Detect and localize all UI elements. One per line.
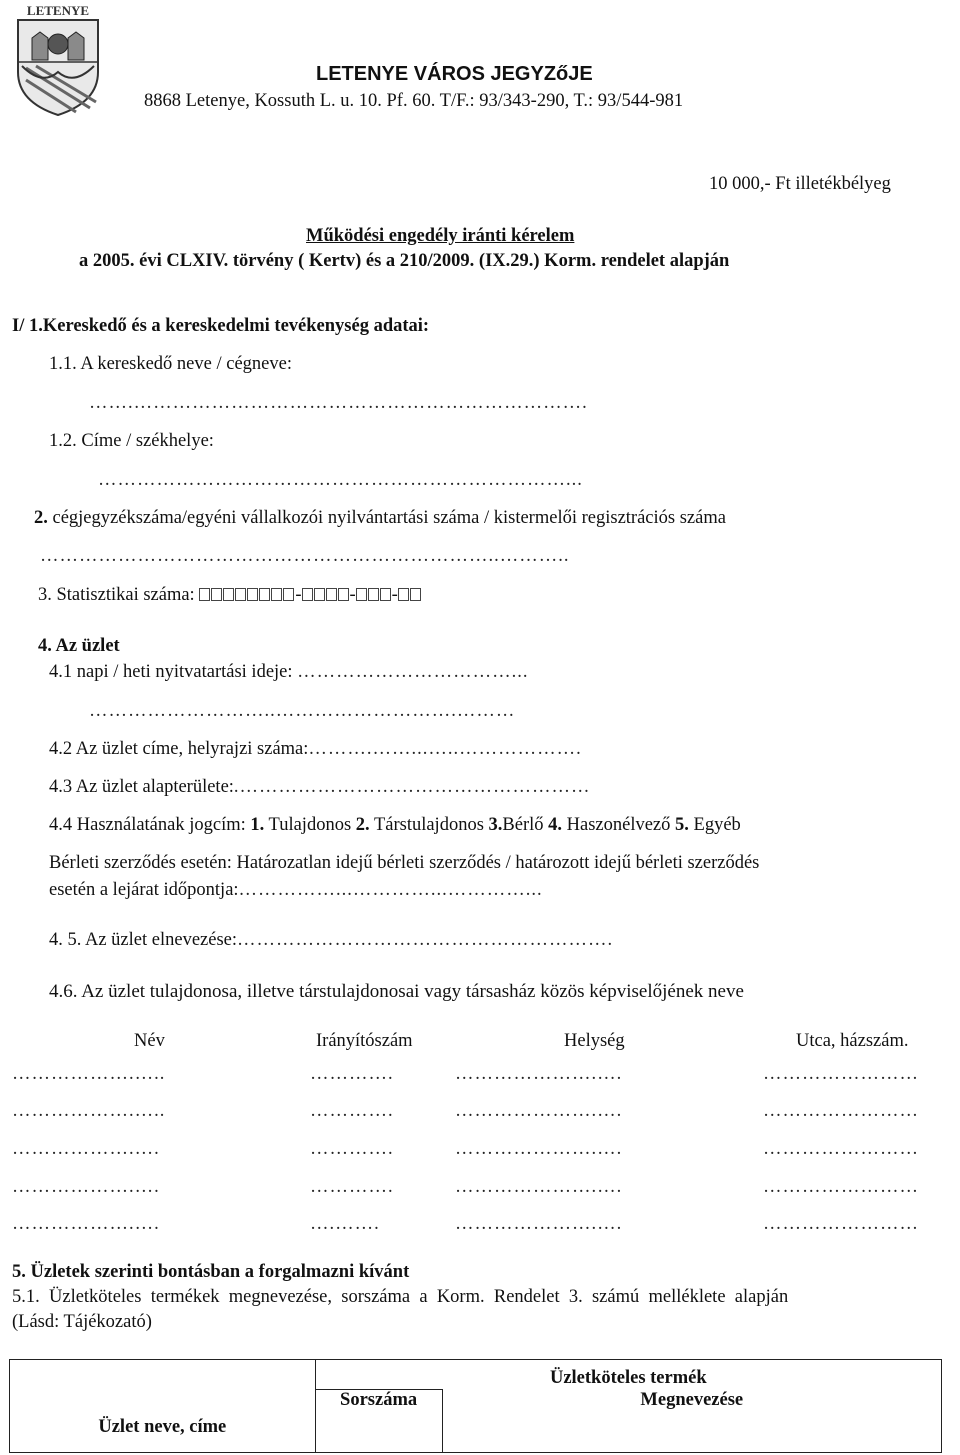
owner-row-3-zip[interactable]: ………….: [310, 1139, 394, 1159]
field-name-label: 1.1. A kereskedő neve / cégneve:: [49, 354, 292, 374]
field-registry-label: 2. cégjegyzékszáma/egyéni vállalkozói nyilvántartási száma / kistermelői regisztrációs száma: [34, 508, 726, 528]
owner-row-5-city[interactable]: ………………….….: [455, 1214, 623, 1234]
lease-text-1: Bérleti szerződés esetén: Határozatlan idejű bérleti szerződés / határozott idejű bérleti szerződés: [49, 853, 760, 873]
field-opening-hours-input[interactable]: ……………………………...: [297, 662, 529, 682]
owners-col-zip: Irányítószám: [316, 1031, 413, 1051]
owner-row-2-name[interactable]: ……………….…..: [12, 1101, 166, 1121]
field-shop-address-label: 4.2 Az üzlet címe, helyrajzi száma:……….……...…..……………….: [49, 739, 582, 759]
form-title: Működési engedély iránti kérelem: [306, 226, 575, 246]
field-registry-input[interactable]: ……………………………………………………………..………..: [40, 546, 570, 566]
products-col-group: Üzletköteles termék: [315, 1360, 941, 1390]
owner-row-5-street[interactable]: ……………………: [763, 1214, 919, 1234]
office-address: 8868 Letenye, Kossuth L. u. 10. Pf. 60. T/F.: 93/343-290, T.: 93/544-981: [144, 91, 684, 111]
owner-row-3-name[interactable]: ……………….….: [12, 1139, 160, 1159]
section5-text-2: (Lásd: Tájékozató): [12, 1312, 152, 1332]
field-owners-label: 4.6. Az üzlet tulajdonosa, illetve társtulajdonosai vagy társasház közös képviselőjének neve: [49, 981, 744, 1002]
lease-text-2: esetén a lejárat időpontja:……………...…………...…………...: [49, 880, 543, 900]
lease-expiry-input[interactable]: ……………...…………...…………...: [238, 880, 543, 900]
field-address-input[interactable]: ………………………………………………………………...: [98, 470, 583, 490]
products-col-description: Megnevezése: [442, 1390, 941, 1453]
owner-row-3-street[interactable]: ……………………: [763, 1139, 919, 1159]
field-address-label: 1.2. Címe / székhelye:: [49, 431, 214, 451]
field-area-label: 4.3 Az üzlet alapterülete:.………………………………………………: [49, 777, 591, 797]
products-table: [9, 1359, 942, 1453]
owner-row-1-name[interactable]: ……………….…..: [12, 1064, 166, 1084]
field-stat-number: 3. Statisztikai száma: - - -: [38, 585, 422, 606]
owners-col-city: Helység: [564, 1031, 625, 1051]
owner-row-1-city[interactable]: ………………….….: [455, 1064, 623, 1084]
field-opening-hours-label: 4.1 napi / heti nyitvatartási ideje: ……………………………...: [49, 662, 529, 682]
field-area-input[interactable]: .………………………………………………: [233, 777, 591, 797]
office-title: LETENYE VÁROS JEGYZőJE: [316, 63, 593, 85]
owner-row-4-city[interactable]: ………………….….: [455, 1177, 623, 1197]
owner-row-1-zip[interactable]: ………….: [310, 1064, 394, 1084]
letenye-coat-of-arms-logo: [12, 2, 104, 117]
owner-row-2-street[interactable]: ……………………: [763, 1101, 919, 1121]
owner-row-2-zip[interactable]: ………….: [310, 1101, 394, 1121]
field-shop-name-input[interactable]: ………………………………………………….: [237, 930, 614, 950]
logo-text: LETENYE: [26, 3, 90, 18]
section5-text-1: 5.1. Üzletköteles termékek megnevezése, sorszáma a Korm. Rendelet 3. számú melléklete alapján: [12, 1287, 789, 1307]
stat-number-boxes[interactable]: - - -: [199, 585, 422, 605]
owner-row-2-city[interactable]: ………………….….: [455, 1101, 623, 1121]
owner-row-1-street[interactable]: ……………………: [763, 1064, 919, 1084]
shop-heading: 4. Az üzlet: [38, 636, 120, 656]
products-col-shop: Üzlet neve, címe: [10, 1360, 316, 1453]
section1-heading: I/ 1.Kereskedő és a kereskedelmi tevékenység adatai:: [12, 316, 430, 336]
owner-row-5-zip[interactable]: ….…….: [310, 1214, 380, 1234]
form-subtitle: a 2005. évi CLXIV. törvény ( Kertv) és a 210/2009. (IX.29.) Korm. rendelet alapján: [79, 251, 730, 271]
section5-heading: 5. Üzletek szerinti bontásban a forgalmazni kívánt: [12, 1262, 410, 1282]
field-shop-name-label: 4. 5. Az üzlet elnevezése:………………………………………………….: [49, 930, 614, 950]
owners-col-street: Utca, házszám.: [796, 1031, 909, 1051]
owner-row-4-street[interactable]: ……………………: [763, 1177, 919, 1197]
owner-row-4-name[interactable]: ……………….….: [12, 1177, 160, 1197]
owner-row-3-city[interactable]: ………………….….: [455, 1139, 623, 1159]
stamp-fee: 10 000,- Ft illetékbélyeg: [709, 174, 891, 194]
field-name-input[interactable]: …….…………………………………………………………….: [89, 393, 588, 413]
owner-row-4-zip[interactable]: ………….: [310, 1177, 394, 1197]
field-opening-hours-input-2[interactable]: ………………………..……………………….………: [89, 701, 516, 721]
owners-col-name: Név: [134, 1031, 165, 1051]
field-usage-title: 4.4 Használatának jogcím: 1. Tulajdonos 2. Társtulajdonos 3.Bérlő 4. Haszonélvező 5. Egyéb: [49, 815, 741, 835]
owner-row-5-name[interactable]: ……………….….: [12, 1214, 160, 1234]
field-shop-address-input[interactable]: ……….……...…..……………….: [308, 739, 582, 759]
products-col-number: Sorszáma: [315, 1390, 442, 1453]
